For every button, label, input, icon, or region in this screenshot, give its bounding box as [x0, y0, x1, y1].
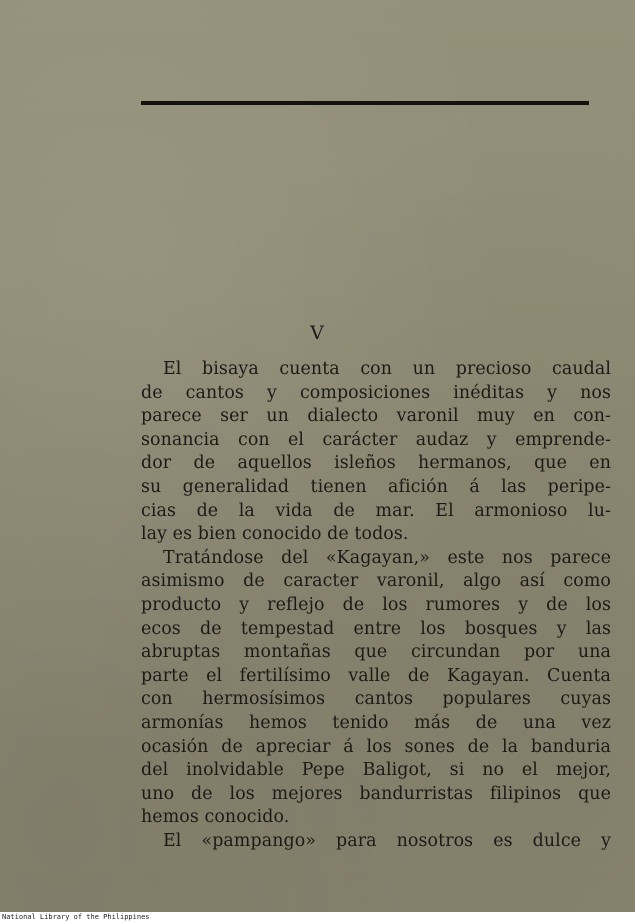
text-line: cias de la vida de mar. El armonioso lu- — [141, 500, 611, 521]
chapter-heading: V — [310, 322, 325, 344]
text-line: lay es bien conocido de todos. — [141, 524, 409, 545]
text-line: armonías hemos tenido más de una vez — [141, 712, 611, 733]
text-line: ecos de tempestad entre los bosques y las — [141, 618, 611, 639]
text-line: El bisaya cuenta con un precioso caudal — [163, 359, 611, 379]
text-line: de cantos y composiciones inéditas y nos — [141, 382, 611, 403]
library-footer — [0, 912, 635, 923]
library-credit: National Library of the Philippines — [2, 913, 150, 921]
text-line: hemos conocido. — [141, 807, 290, 828]
text-line: del inolvidable Pepe Baligot, si no el mejor, — [141, 760, 611, 781]
text-line: asimismo de caracter varonil, algo así como — [141, 571, 611, 592]
text-line: parece ser un dialecto varonil muy en con- — [141, 406, 611, 427]
text-line: Tratándose del «Kagayan,» este nos parece — [163, 547, 611, 568]
text-line: abruptas montañas que circundan por una — [141, 642, 611, 663]
text-line: parte el fertilísimo valle de Kagayan. Cuenta — [141, 665, 611, 686]
text-line: dor de aquellos isleños hermanos, que en — [141, 453, 611, 474]
body-text — [141, 358, 611, 853]
text-line: su generalidad tienen afición á las peripe- — [141, 476, 611, 497]
text-line: uno de los mejores bandurristas filipinos que — [141, 783, 611, 804]
text-line: ocasión de apreciar á los sones de la banduria — [141, 736, 611, 757]
text-line: producto y reflejo de los rumores y de los — [141, 594, 611, 615]
text-line: sonancia con el carácter audaz y emprende- — [141, 429, 611, 450]
text-line: El «pampango» para nosotros es dulce y — [163, 830, 611, 851]
header-rule — [141, 101, 589, 105]
text-line: con hermosísimos cantos populares cuyas — [141, 689, 611, 710]
